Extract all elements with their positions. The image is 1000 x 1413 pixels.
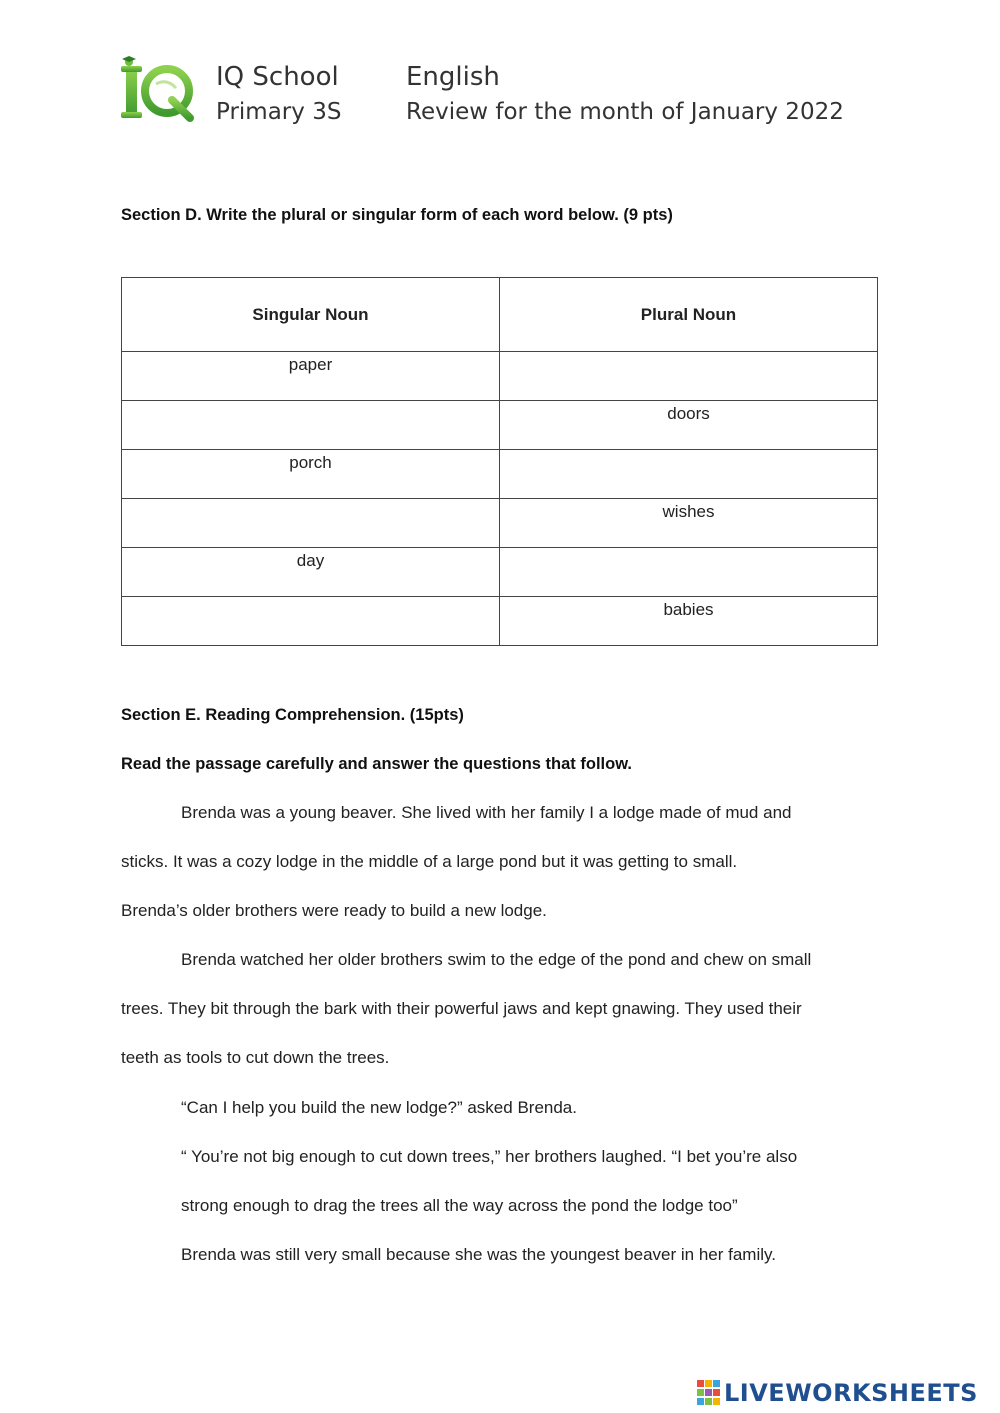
class-name: Primary 3S xyxy=(216,99,342,125)
school-name: IQ School xyxy=(216,62,339,92)
singular-cell: paper xyxy=(122,352,500,401)
passage-line: sticks. It was a cozy lodge in the middle of a large pond but it was getting to small. xyxy=(121,852,738,871)
singular-answer-cell[interactable] xyxy=(122,499,500,548)
plural-noun-header: Plural Noun xyxy=(500,278,878,352)
passage-line: strong enough to drag the trees all the way across the pond the lodge too” xyxy=(181,1196,738,1215)
plural-answer-cell[interactable] xyxy=(500,450,878,499)
passage-line: trees. They bit through the bark with their powerful jaws and kept gnawing. They used their xyxy=(121,999,802,1018)
liveworksheets-logo-icon xyxy=(697,1380,721,1406)
passage-line: Brenda was a young beaver. She lived with her family I a lodge made of mud and xyxy=(181,803,792,822)
noun-table xyxy=(121,277,878,646)
plural-cell: doors xyxy=(500,401,878,450)
table-row xyxy=(122,597,878,646)
table-row xyxy=(122,499,878,548)
liveworksheets-brand[interactable] xyxy=(697,1378,978,1408)
table-row xyxy=(122,548,878,597)
passage-instruction: Read the passage carefully and answer the questions that follow. xyxy=(121,755,633,773)
plural-answer-cell[interactable] xyxy=(500,352,878,401)
table-row xyxy=(122,450,878,499)
passage-line: Brenda’s older brothers were ready to build a new lodge. xyxy=(121,901,547,920)
table-header-row xyxy=(122,278,878,352)
passage-line: “ You’re not big enough to cut down trees,” her brothers laughed. “I bet you’re also xyxy=(181,1147,798,1166)
table-row xyxy=(122,352,878,401)
subject-title: English xyxy=(406,62,500,92)
singular-cell: day xyxy=(122,548,500,597)
plural-cell: babies xyxy=(500,597,878,646)
iq-school-logo-icon xyxy=(120,56,196,122)
passage-line: “Can I help you build the new lodge?” asked Brenda. xyxy=(181,1098,577,1117)
plural-answer-cell[interactable] xyxy=(500,548,878,597)
singular-answer-cell[interactable] xyxy=(122,401,500,450)
passage-line: Brenda was still very small because she was the youngest beaver in her family. xyxy=(181,1245,776,1264)
table-row xyxy=(122,401,878,450)
brand-text: LIVEWORKSHEETS xyxy=(724,1379,978,1407)
plural-cell: wishes xyxy=(500,499,878,548)
singular-noun-header: Singular Noun xyxy=(122,278,500,352)
section-d-title: Section D. Write the plural or singular form of each word below. (9 pts) xyxy=(121,206,673,224)
review-title: Review for the month of January 2022 xyxy=(406,99,844,125)
passage-line: teeth as tools to cut down the trees. xyxy=(121,1048,390,1067)
singular-answer-cell[interactable] xyxy=(122,597,500,646)
passage-line: Brenda watched her older brothers swim to the edge of the pond and chew on small xyxy=(181,950,812,969)
singular-cell: porch xyxy=(122,450,500,499)
section-e-title: Section E. Reading Comprehension. (15pts) xyxy=(121,706,464,724)
